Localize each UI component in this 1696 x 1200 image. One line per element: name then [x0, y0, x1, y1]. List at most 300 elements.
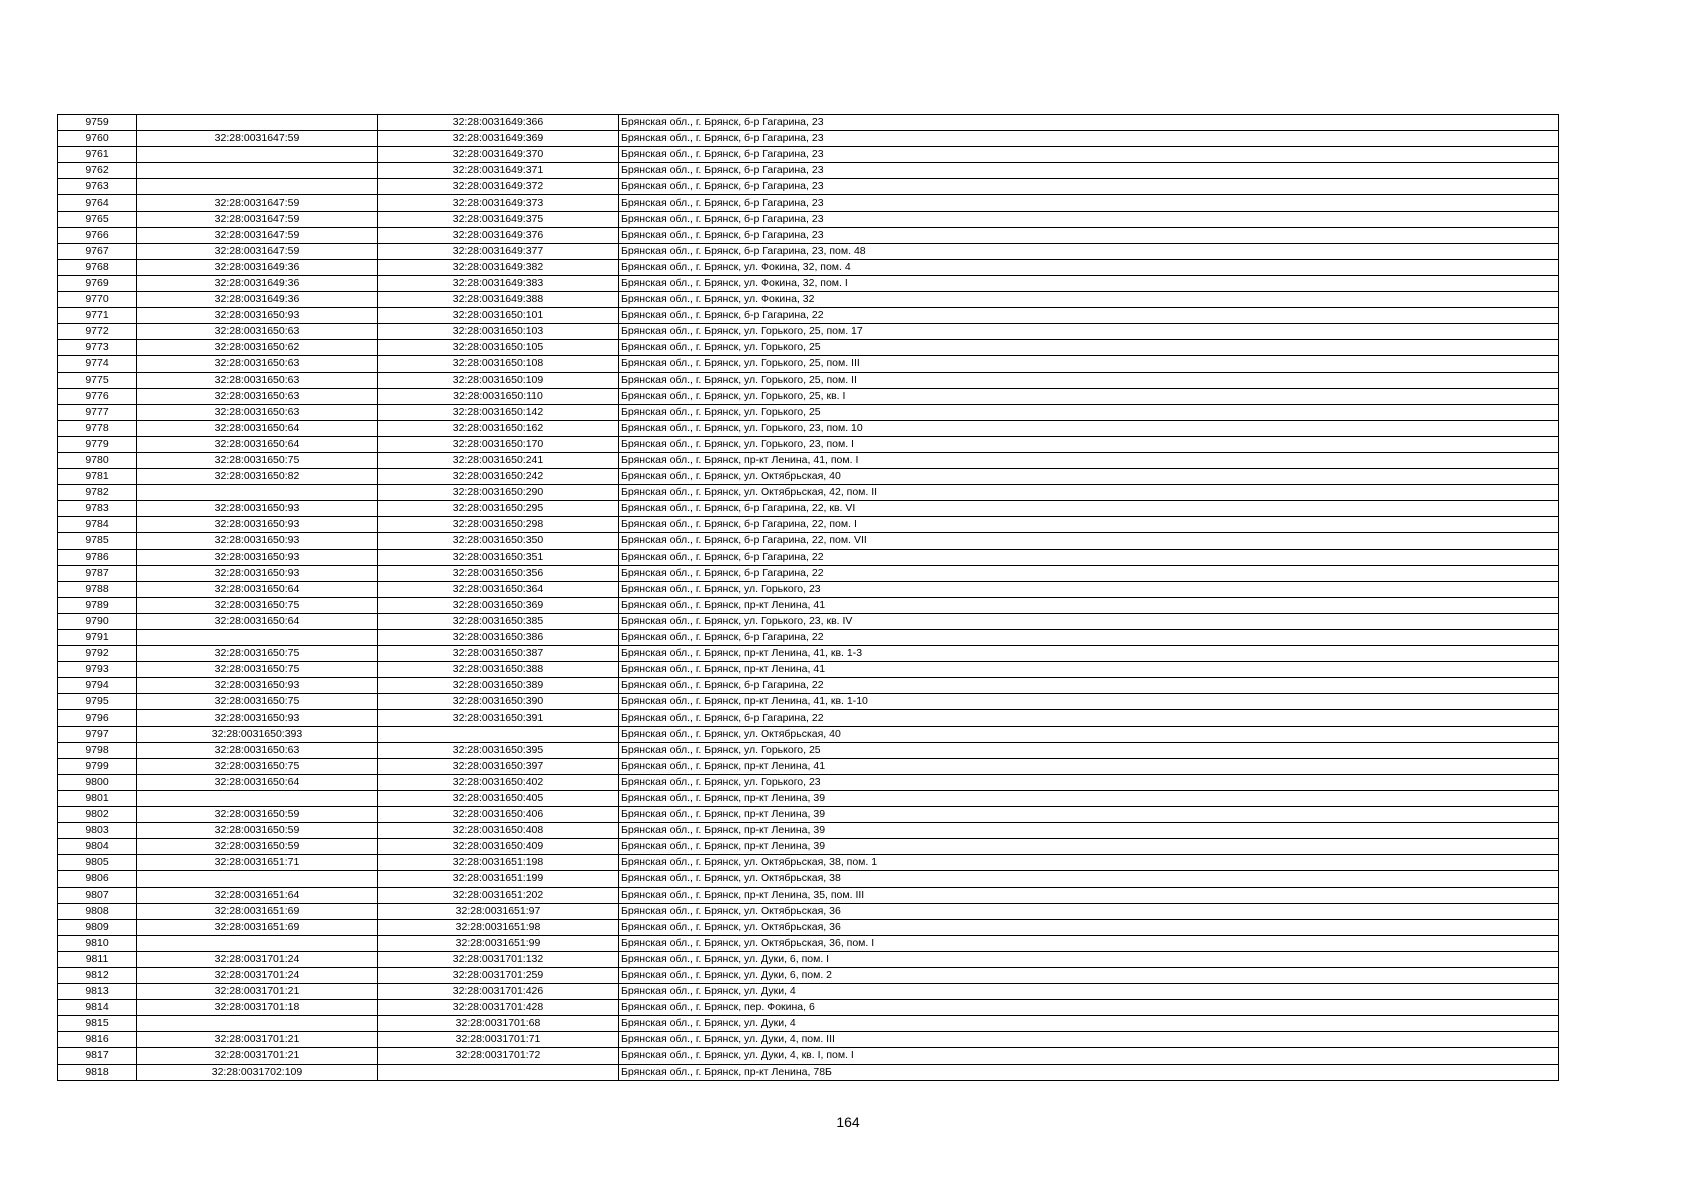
row-number-cell: 9788: [58, 581, 137, 597]
table-row: [58, 452, 1559, 468]
parent-cadastral-number-cell: [137, 115, 378, 131]
row-number-cell: 9761: [58, 147, 137, 163]
address-cell: Брянская обл., г. Брянск, пр-кт Ленина, 41, кв. 1-10: [619, 694, 1559, 710]
cadastral-number-cell: 32:28:0031701:259: [378, 967, 619, 983]
row-number-cell: 9812: [58, 967, 137, 983]
table-row: [58, 903, 1559, 919]
table-row: [58, 501, 1559, 517]
cadastral-number-cell: 32:28:0031701:68: [378, 1016, 619, 1032]
parent-cadastral-number-cell: 32:28:0031650:59: [137, 823, 378, 839]
row-number-cell: 9779: [58, 436, 137, 452]
cadastral-number-cell: 32:28:0031650:110: [378, 388, 619, 404]
address-cell: Брянская обл., г. Брянск, ул. Октябрьская, 38: [619, 871, 1559, 887]
table-row: [58, 565, 1559, 581]
row-number-cell: 9782: [58, 485, 137, 501]
table-row: [58, 613, 1559, 629]
parent-cadastral-number-cell: 32:28:0031647:59: [137, 195, 378, 211]
table-row: [58, 742, 1559, 758]
parent-cadastral-number-cell: [137, 871, 378, 887]
parent-cadastral-number-cell: 32:28:0031650:64: [137, 581, 378, 597]
row-number-cell: 9762: [58, 163, 137, 179]
cadastral-number-cell: 32:28:0031651:97: [378, 903, 619, 919]
parent-cadastral-number-cell: 32:28:0031650:75: [137, 662, 378, 678]
address-cell: Брянская обл., г. Брянск, ул. Дуки, 4, пом. III: [619, 1032, 1559, 1048]
table-row: [58, 774, 1559, 790]
parent-cadastral-number-cell: [137, 790, 378, 806]
table-row: [58, 935, 1559, 951]
parent-cadastral-number-cell: 32:28:0031650:75: [137, 452, 378, 468]
address-cell: Брянская обл., г. Брянск, пр-кт Ленина, 41: [619, 758, 1559, 774]
table-row: [58, 340, 1559, 356]
row-number-cell: 9769: [58, 275, 137, 291]
address-cell: Брянская обл., г. Брянск, ул. Горького, 25, пом. III: [619, 356, 1559, 372]
table-row: [58, 131, 1559, 147]
address-cell: Брянская обл., г. Брянск, пр-кт Ленина, 41, пом. I: [619, 452, 1559, 468]
cadastral-number-cell: 32:28:0031650:387: [378, 646, 619, 662]
cadastral-number-cell: 32:28:0031651:99: [378, 935, 619, 951]
registry-table-body: [58, 115, 1559, 1081]
parent-cadastral-number-cell: 32:28:0031701:21: [137, 1032, 378, 1048]
table-row: [58, 211, 1559, 227]
row-number-cell: 9792: [58, 646, 137, 662]
cadastral-number-cell: 32:28:0031650:108: [378, 356, 619, 372]
parent-cadastral-number-cell: [137, 935, 378, 951]
address-cell: Брянская обл., г. Брянск, б-р Гагарина, 23: [619, 211, 1559, 227]
parent-cadastral-number-cell: 32:28:0031650:64: [137, 436, 378, 452]
row-number-cell: 9776: [58, 388, 137, 404]
table-row: [58, 630, 1559, 646]
address-cell: Брянская обл., г. Брянск, ул. Горького, 25: [619, 340, 1559, 356]
table-row: [58, 1016, 1559, 1032]
parent-cadastral-number-cell: 32:28:0031649:36: [137, 259, 378, 275]
cadastral-number-cell: [378, 1064, 619, 1080]
table-row: [58, 839, 1559, 855]
address-cell: Брянская обл., г. Брянск, пр-кт Ленина, 41, кв. 1-3: [619, 646, 1559, 662]
cadastral-number-cell: 32:28:0031650:109: [378, 372, 619, 388]
parent-cadastral-number-cell: 32:28:0031650:63: [137, 324, 378, 340]
table-row: [58, 967, 1559, 983]
cadastral-number-cell: 32:28:0031650:390: [378, 694, 619, 710]
parent-cadastral-number-cell: 32:28:0031650:93: [137, 710, 378, 726]
table-row: [58, 871, 1559, 887]
address-cell: Брянская обл., г. Брянск, ул. Октябрьская, 40: [619, 469, 1559, 485]
address-cell: Брянская обл., г. Брянск, ул. Горького, 25, пом. II: [619, 372, 1559, 388]
parent-cadastral-number-cell: 32:28:0031650:63: [137, 742, 378, 758]
row-number-cell: 9807: [58, 887, 137, 903]
parent-cadastral-number-cell: 32:28:0031650:93: [137, 308, 378, 324]
cadastral-number-cell: 32:28:0031650:397: [378, 758, 619, 774]
table-row: [58, 1032, 1559, 1048]
table-row: [58, 420, 1559, 436]
parent-cadastral-number-cell: 32:28:0031650:63: [137, 356, 378, 372]
address-cell: Брянская обл., г. Брянск, ул. Горького, 23: [619, 774, 1559, 790]
address-cell: Брянская обл., г. Брянск, пр-кт Ленина, 39: [619, 790, 1559, 806]
address-cell: Брянская обл., г. Брянск, б-р Гагарина, 23: [619, 131, 1559, 147]
cadastral-number-cell: 32:28:0031650:408: [378, 823, 619, 839]
table-row: [58, 790, 1559, 806]
cadastral-number-cell: 32:28:0031701:428: [378, 1000, 619, 1016]
cadastral-number-cell: 32:28:0031650:242: [378, 469, 619, 485]
address-cell: Брянская обл., г. Брянск, б-р Гагарина, 22, пом. I: [619, 517, 1559, 533]
table-row: [58, 292, 1559, 308]
row-number-cell: 9799: [58, 758, 137, 774]
cadastral-number-cell: 32:28:0031649:369: [378, 131, 619, 147]
row-number-cell: 9766: [58, 227, 137, 243]
table-row: [58, 726, 1559, 742]
row-number-cell: 9771: [58, 308, 137, 324]
parent-cadastral-number-cell: 32:28:0031647:59: [137, 131, 378, 147]
parent-cadastral-number-cell: 32:28:0031701:21: [137, 1048, 378, 1064]
row-number-cell: 9806: [58, 871, 137, 887]
row-number-cell: 9793: [58, 662, 137, 678]
parent-cadastral-number-cell: 32:28:0031647:59: [137, 227, 378, 243]
row-number-cell: 9780: [58, 452, 137, 468]
parent-cadastral-number-cell: 32:28:0031650:75: [137, 597, 378, 613]
row-number-cell: 9810: [58, 935, 137, 951]
address-cell: Брянская обл., г. Брянск, ул. Дуки, 4, кв. I, пом. I: [619, 1048, 1559, 1064]
address-cell: Брянская обл., г. Брянск, пр-кт Ленина, 39: [619, 823, 1559, 839]
parent-cadastral-number-cell: 32:28:0031651:64: [137, 887, 378, 903]
parent-cadastral-number-cell: 32:28:0031649:36: [137, 292, 378, 308]
parent-cadastral-number-cell: 32:28:0031650:62: [137, 340, 378, 356]
row-number-cell: 9801: [58, 790, 137, 806]
cadastral-number-cell: 32:28:0031650:298: [378, 517, 619, 533]
row-number-cell: 9813: [58, 984, 137, 1000]
parent-cadastral-number-cell: 32:28:0031650:64: [137, 420, 378, 436]
table-row: [58, 710, 1559, 726]
address-cell: Брянская обл., г. Брянск, ул. Фокина, 32, пом. I: [619, 275, 1559, 291]
cadastral-number-cell: 32:28:0031649:376: [378, 227, 619, 243]
parent-cadastral-number-cell: 32:28:0031650:93: [137, 565, 378, 581]
table-row: [58, 758, 1559, 774]
parent-cadastral-number-cell: 32:28:0031701:21: [137, 984, 378, 1000]
address-cell: Брянская обл., г. Брянск, ул. Дуки, 4: [619, 984, 1559, 1000]
row-number-cell: 9784: [58, 517, 137, 533]
cadastral-number-cell: 32:28:0031650:241: [378, 452, 619, 468]
parent-cadastral-number-cell: [137, 163, 378, 179]
parent-cadastral-number-cell: 32:28:0031650:75: [137, 758, 378, 774]
cadastral-number-cell: [378, 726, 619, 742]
address-cell: Брянская обл., г. Брянск, б-р Гагарина, 22: [619, 630, 1559, 646]
parent-cadastral-number-cell: 32:28:0031650:93: [137, 549, 378, 565]
parent-cadastral-number-cell: 32:28:0031701:18: [137, 1000, 378, 1016]
cadastral-number-cell: 32:28:0031650:395: [378, 742, 619, 758]
parent-cadastral-number-cell: 32:28:0031650:63: [137, 372, 378, 388]
table-row: [58, 646, 1559, 662]
address-cell: Брянская обл., г. Брянск, ул. Октябрьская, 36: [619, 903, 1559, 919]
address-cell: Брянская обл., г. Брянск, б-р Гагарина, 23: [619, 147, 1559, 163]
table-row: [58, 807, 1559, 823]
table-row: [58, 275, 1559, 291]
page-number: 164: [836, 1114, 860, 1130]
cadastral-number-cell: 32:28:0031650:386: [378, 630, 619, 646]
row-number-cell: 9796: [58, 710, 137, 726]
address-cell: Брянская обл., г. Брянск, ул. Горького, 23, пом. I: [619, 436, 1559, 452]
table-row: [58, 1048, 1559, 1064]
cadastral-number-cell: 32:28:0031650:103: [378, 324, 619, 340]
address-cell: Брянская обл., г. Брянск, ул. Октябрьская, 42, пом. II: [619, 485, 1559, 501]
address-cell: Брянская обл., г. Брянск, б-р Гагарина, 23: [619, 227, 1559, 243]
cadastral-number-cell: 32:28:0031650:142: [378, 404, 619, 420]
row-number-cell: 9790: [58, 613, 137, 629]
cadastral-number-cell: 32:28:0031649:388: [378, 292, 619, 308]
cadastral-number-cell: 32:28:0031650:170: [378, 436, 619, 452]
table-row: [58, 372, 1559, 388]
row-number-cell: 9800: [58, 774, 137, 790]
row-number-cell: 9759: [58, 115, 137, 131]
parent-cadastral-number-cell: 32:28:0031649:36: [137, 275, 378, 291]
row-number-cell: 9791: [58, 630, 137, 646]
address-cell: Брянская обл., г. Брянск, ул. Горького, 23, пом. 10: [619, 420, 1559, 436]
row-number-cell: 9814: [58, 1000, 137, 1016]
table-row: [58, 533, 1559, 549]
parent-cadastral-number-cell: 32:28:0031650:393: [137, 726, 378, 742]
row-number-cell: 9809: [58, 919, 137, 935]
parent-cadastral-number-cell: [137, 630, 378, 646]
parent-cadastral-number-cell: 32:28:0031650:75: [137, 694, 378, 710]
cadastral-number-cell: 32:28:0031649:366: [378, 115, 619, 131]
table-row: [58, 388, 1559, 404]
parent-cadastral-number-cell: 32:28:0031650:82: [137, 469, 378, 485]
table-row: [58, 163, 1559, 179]
cadastral-number-cell: 32:28:0031650:388: [378, 662, 619, 678]
row-number-cell: 9773: [58, 340, 137, 356]
address-cell: Брянская обл., г. Брянск, ул. Горького, 23: [619, 581, 1559, 597]
table-row: [58, 436, 1559, 452]
table-row: [58, 581, 1559, 597]
table-row: [58, 662, 1559, 678]
table-row: [58, 694, 1559, 710]
cadastral-number-cell: 32:28:0031649:383: [378, 275, 619, 291]
address-cell: Брянская обл., г. Брянск, б-р Гагарина, 23: [619, 195, 1559, 211]
address-cell: Брянская обл., г. Брянск, б-р Гагарина, 23, пом. 48: [619, 243, 1559, 259]
row-number-cell: 9811: [58, 951, 137, 967]
parent-cadastral-number-cell: 32:28:0031650:59: [137, 807, 378, 823]
parent-cadastral-number-cell: 32:28:0031650:93: [137, 517, 378, 533]
table-row: [58, 984, 1559, 1000]
table-row: [58, 404, 1559, 420]
parent-cadastral-number-cell: 32:28:0031650:59: [137, 839, 378, 855]
address-cell: Брянская обл., г. Брянск, ул. Горького, 25: [619, 742, 1559, 758]
row-number-cell: 9787: [58, 565, 137, 581]
row-number-cell: 9772: [58, 324, 137, 340]
address-cell: Брянская обл., г. Брянск, ул. Фокина, 32, пом. 4: [619, 259, 1559, 275]
cadastral-number-cell: 32:28:0031651:98: [378, 919, 619, 935]
row-number-cell: 9764: [58, 195, 137, 211]
cadastral-number-cell: 32:28:0031650:364: [378, 581, 619, 597]
row-number-cell: 9802: [58, 807, 137, 823]
table-row: [58, 308, 1559, 324]
cadastral-number-cell: 32:28:0031650:409: [378, 839, 619, 855]
cadastral-number-cell: 32:28:0031650:105: [378, 340, 619, 356]
cadastral-number-cell: 32:28:0031701:132: [378, 951, 619, 967]
table-row: [58, 243, 1559, 259]
address-cell: Брянская обл., г. Брянск, б-р Гагарина, 22: [619, 549, 1559, 565]
address-cell: Брянская обл., г. Брянск, ул. Дуки, 6, пом. 2: [619, 967, 1559, 983]
parent-cadastral-number-cell: [137, 485, 378, 501]
cadastral-number-cell: 32:28:0031651:202: [378, 887, 619, 903]
cadastral-number-cell: 32:28:0031701:426: [378, 984, 619, 1000]
cadastral-number-cell: 32:28:0031650:402: [378, 774, 619, 790]
table-row: [58, 1064, 1559, 1080]
table-row: [58, 1000, 1559, 1016]
cadastral-number-cell: 32:28:0031650:389: [378, 678, 619, 694]
cadastral-number-cell: 32:28:0031649:375: [378, 211, 619, 227]
row-number-cell: 9805: [58, 855, 137, 871]
cadastral-number-cell: 32:28:0031701:72: [378, 1048, 619, 1064]
address-cell: Брянская обл., г. Брянск, б-р Гагарина, 22: [619, 565, 1559, 581]
table-row: [58, 517, 1559, 533]
cadastral-number-cell: 32:28:0031649:377: [378, 243, 619, 259]
row-number-cell: 9816: [58, 1032, 137, 1048]
address-cell: Брянская обл., г. Брянск, ул. Дуки, 6, пом. I: [619, 951, 1559, 967]
parent-cadastral-number-cell: 32:28:0031650:75: [137, 646, 378, 662]
cadastral-number-cell: 32:28:0031649:371: [378, 163, 619, 179]
table-row: [58, 147, 1559, 163]
address-cell: Брянская обл., г. Брянск, б-р Гагарина, 23: [619, 179, 1559, 195]
cadastral-number-cell: 32:28:0031650:101: [378, 308, 619, 324]
table-row: [58, 227, 1559, 243]
address-cell: Брянская обл., г. Брянск, пер. Фокина, 6: [619, 1000, 1559, 1016]
row-number-cell: 9765: [58, 211, 137, 227]
parent-cadastral-number-cell: 32:28:0031701:24: [137, 951, 378, 967]
table-row: [58, 855, 1559, 871]
parent-cadastral-number-cell: [137, 179, 378, 195]
parent-cadastral-number-cell: [137, 1016, 378, 1032]
address-cell: Брянская обл., г. Брянск, б-р Гагарина, 22: [619, 678, 1559, 694]
parent-cadastral-number-cell: 32:28:0031701:24: [137, 967, 378, 983]
table-row: [58, 324, 1559, 340]
address-cell: Брянская обл., г. Брянск, ул. Октябрьская, 36, пом. I: [619, 935, 1559, 951]
row-number-cell: 9774: [58, 356, 137, 372]
parent-cadastral-number-cell: 32:28:0031651:71: [137, 855, 378, 871]
parent-cadastral-number-cell: 32:28:0031651:69: [137, 919, 378, 935]
cadastral-number-cell: 32:28:0031650:351: [378, 549, 619, 565]
cadastral-number-cell: 32:28:0031650:405: [378, 790, 619, 806]
row-number-cell: 9795: [58, 694, 137, 710]
parent-cadastral-number-cell: 32:28:0031651:69: [137, 903, 378, 919]
row-number-cell: 9767: [58, 243, 137, 259]
row-number-cell: 9817: [58, 1048, 137, 1064]
parent-cadastral-number-cell: 32:28:0031650:93: [137, 501, 378, 517]
row-number-cell: 9781: [58, 469, 137, 485]
parent-cadastral-number-cell: 32:28:0031647:59: [137, 243, 378, 259]
parent-cadastral-number-cell: 32:28:0031650:63: [137, 388, 378, 404]
address-cell: Брянская обл., г. Брянск, пр-кт Ленина, 35, пом. III: [619, 887, 1559, 903]
parent-cadastral-number-cell: 32:28:0031647:59: [137, 211, 378, 227]
row-number-cell: 9794: [58, 678, 137, 694]
cadastral-number-cell: 32:28:0031651:199: [378, 871, 619, 887]
table-row: [58, 195, 1559, 211]
address-cell: Брянская обл., г. Брянск, пр-кт Ленина, 78Б: [619, 1064, 1559, 1080]
table-row: [58, 549, 1559, 565]
row-number-cell: 9785: [58, 533, 137, 549]
parent-cadastral-number-cell: 32:28:0031650:64: [137, 613, 378, 629]
address-cell: Брянская обл., г. Брянск, пр-кт Ленина, 41: [619, 662, 1559, 678]
address-cell: Брянская обл., г. Брянск, пр-кт Ленина, 39: [619, 839, 1559, 855]
row-number-cell: 9808: [58, 903, 137, 919]
cadastral-number-cell: 32:28:0031649:382: [378, 259, 619, 275]
address-cell: Брянская обл., г. Брянск, ул. Дуки, 4: [619, 1016, 1559, 1032]
address-cell: Брянская обл., г. Брянск, пр-кт Ленина, 39: [619, 807, 1559, 823]
table-row: [58, 951, 1559, 967]
address-cell: Брянская обл., г. Брянск, ул. Фокина, 32: [619, 292, 1559, 308]
row-number-cell: 9768: [58, 259, 137, 275]
cadastral-number-cell: 32:28:0031649:373: [378, 195, 619, 211]
row-number-cell: 9775: [58, 372, 137, 388]
cadastral-number-cell: 32:28:0031650:385: [378, 613, 619, 629]
registry-table: [57, 114, 1559, 1081]
table-row: [58, 469, 1559, 485]
row-number-cell: 9815: [58, 1016, 137, 1032]
row-number-cell: 9783: [58, 501, 137, 517]
cadastral-number-cell: 32:28:0031650:356: [378, 565, 619, 581]
row-number-cell: 9797: [58, 726, 137, 742]
row-number-cell: 9763: [58, 179, 137, 195]
address-cell: Брянская обл., г. Брянск, пр-кт Ленина, 41: [619, 597, 1559, 613]
row-number-cell: 9798: [58, 742, 137, 758]
cadastral-number-cell: 32:28:0031650:162: [378, 420, 619, 436]
address-cell: Брянская обл., г. Брянск, б-р Гагарина, 22, пом. VII: [619, 533, 1559, 549]
table-row: [58, 179, 1559, 195]
address-cell: Брянская обл., г. Брянск, ул. Горького, 23, кв. IV: [619, 613, 1559, 629]
parent-cadastral-number-cell: 32:28:0031650:64: [137, 774, 378, 790]
parent-cadastral-number-cell: 32:28:0031650:93: [137, 533, 378, 549]
row-number-cell: 9803: [58, 823, 137, 839]
address-cell: Брянская обл., г. Брянск, ул. Октябрьская, 38, пом. 1: [619, 855, 1559, 871]
row-number-cell: 9804: [58, 839, 137, 855]
row-number-cell: 9786: [58, 549, 137, 565]
parent-cadastral-number-cell: 32:28:0031650:63: [137, 404, 378, 420]
cadastral-number-cell: 32:28:0031701:71: [378, 1032, 619, 1048]
cadastral-number-cell: 32:28:0031650:290: [378, 485, 619, 501]
table-row: [58, 823, 1559, 839]
address-cell: Брянская обл., г. Брянск, б-р Гагарина, 22: [619, 710, 1559, 726]
cadastral-number-cell: 32:28:0031650:295: [378, 501, 619, 517]
address-cell: Брянская обл., г. Брянск, б-р Гагарина, 23: [619, 115, 1559, 131]
parent-cadastral-number-cell: [137, 147, 378, 163]
cadastral-number-cell: 32:28:0031650:350: [378, 533, 619, 549]
row-number-cell: 9770: [58, 292, 137, 308]
address-cell: Брянская обл., г. Брянск, б-р Гагарина, 22, кв. VI: [619, 501, 1559, 517]
address-cell: Брянская обл., г. Брянск, ул. Октябрьская, 36: [619, 919, 1559, 935]
row-number-cell: 9818: [58, 1064, 137, 1080]
row-number-cell: 9777: [58, 404, 137, 420]
cadastral-number-cell: 32:28:0031650:406: [378, 807, 619, 823]
table-row: [58, 485, 1559, 501]
row-number-cell: 9789: [58, 597, 137, 613]
address-cell: Брянская обл., г. Брянск, ул. Горького, 25, пом. 17: [619, 324, 1559, 340]
table-row: [58, 115, 1559, 131]
table-row: [58, 356, 1559, 372]
table-row: [58, 597, 1559, 613]
address-cell: Брянская обл., г. Брянск, б-р Гагарина, 23: [619, 163, 1559, 179]
table-row: [58, 678, 1559, 694]
address-cell: Брянская обл., г. Брянск, б-р Гагарина, 22: [619, 308, 1559, 324]
address-cell: Брянская обл., г. Брянск, ул. Горького, 25, кв. I: [619, 388, 1559, 404]
cadastral-number-cell: 32:28:0031649:372: [378, 179, 619, 195]
cadastral-number-cell: 32:28:0031649:370: [378, 147, 619, 163]
table-row: [58, 887, 1559, 903]
row-number-cell: 9760: [58, 131, 137, 147]
row-number-cell: 9778: [58, 420, 137, 436]
cadastral-number-cell: 32:28:0031651:198: [378, 855, 619, 871]
cadastral-number-cell: 32:28:0031650:369: [378, 597, 619, 613]
parent-cadastral-number-cell: 32:28:0031702:109: [137, 1064, 378, 1080]
table-row: [58, 259, 1559, 275]
table-row: [58, 919, 1559, 935]
parent-cadastral-number-cell: 32:28:0031650:93: [137, 678, 378, 694]
